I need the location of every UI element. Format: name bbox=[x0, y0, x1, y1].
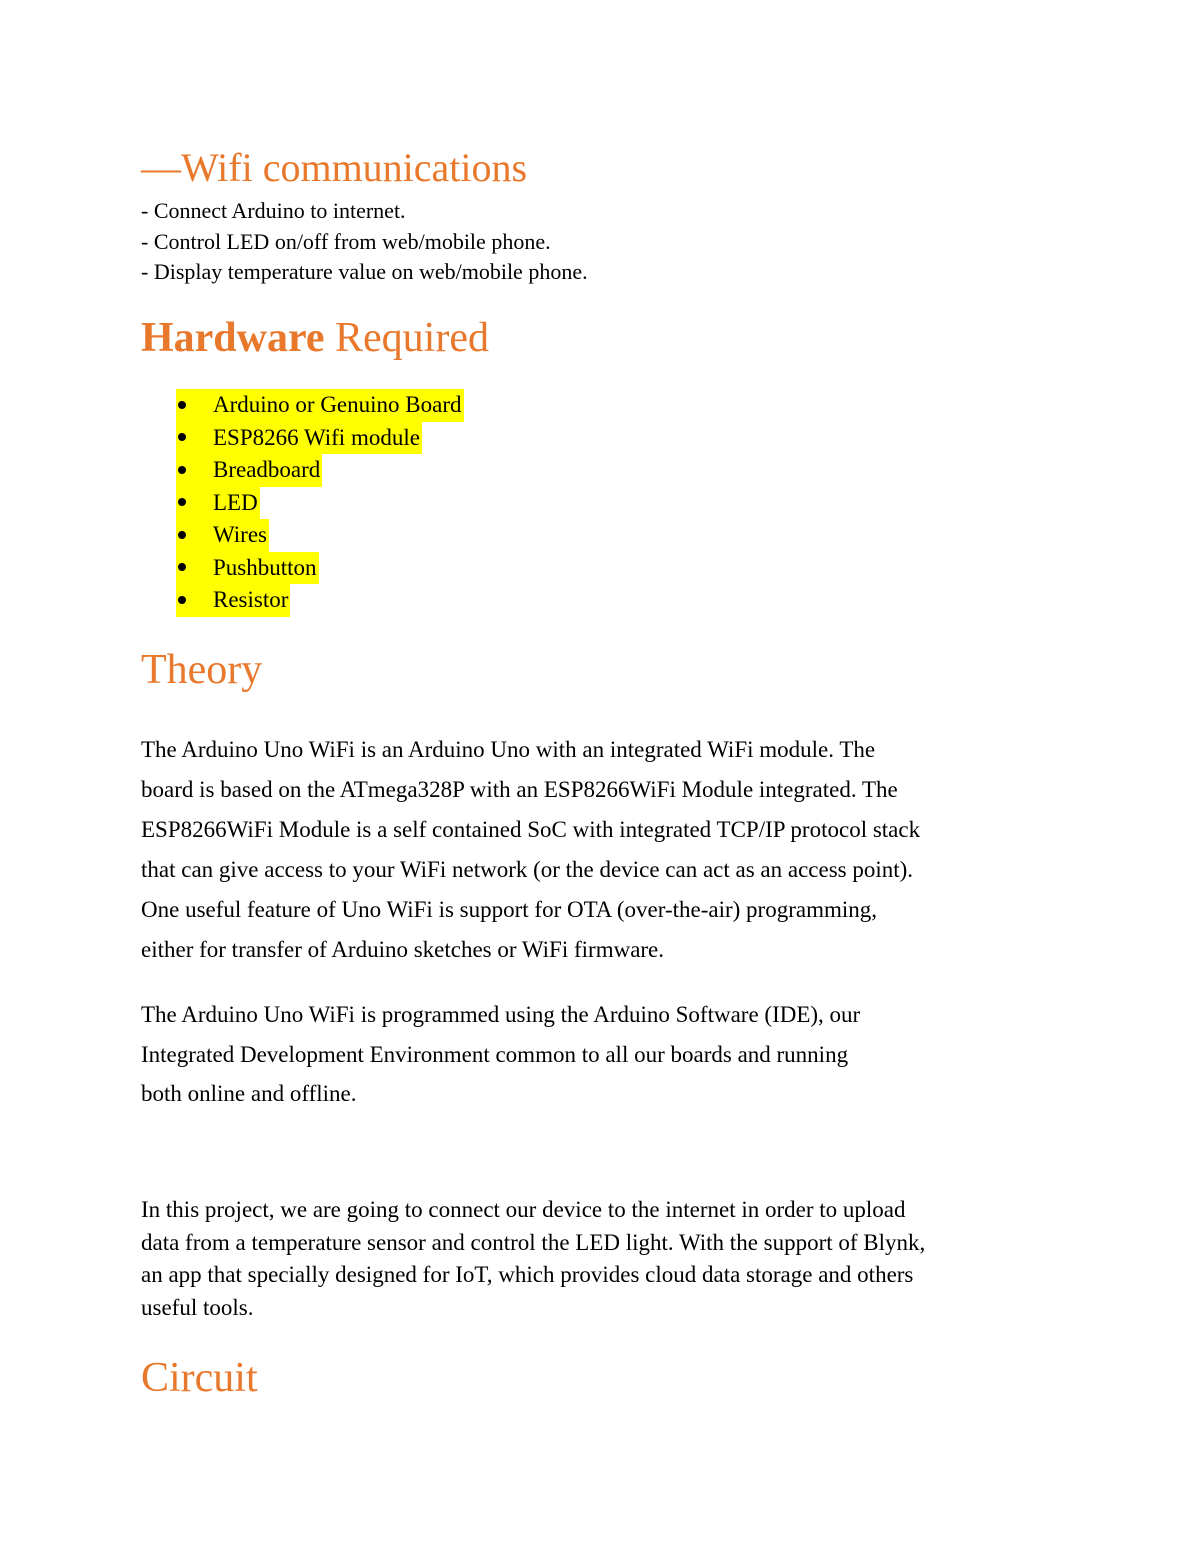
wifi-goal-line: - Control LED on/off from web/mobile phone. bbox=[141, 228, 551, 254]
paragraph-line: an app that specially designed for IoT, which provides cloud data storage and others bbox=[141, 1262, 914, 1287]
paragraph-line: Integrated Development Environment common to all our boards and running bbox=[141, 1041, 849, 1067]
paragraph-line: board is based on the ATmega328P with an ESP8266WiFi Module integrated. The bbox=[141, 777, 898, 802]
bullet-icon bbox=[176, 519, 213, 552]
paragraph-line: One useful feature of Uno WiFi is support for OTA (over-the-air) programming, bbox=[141, 897, 877, 922]
wifi-communications-heading: —Wifi communications bbox=[141, 145, 528, 190]
paragraph-line: useful tools. bbox=[141, 1294, 254, 1320]
list-item: Pushbutton bbox=[176, 552, 464, 585]
paragraph-line: ESP8266WiFi Module is a self contained SoC with integrated TCP/IP protocol stack bbox=[141, 817, 921, 842]
bullet-icon bbox=[176, 454, 213, 487]
hardware-list bbox=[176, 389, 464, 617]
hardware-required-heading bbox=[141, 317, 489, 359]
wifi-goal-line: - Display temperature value on web/mobile phone. bbox=[141, 259, 588, 284]
paragraph-line: either for transfer of Arduino sketches or WiFi firmware. bbox=[141, 937, 665, 962]
circuit-heading: Circuit bbox=[141, 1355, 258, 1401]
paragraph-line: both online and offline. bbox=[141, 1081, 357, 1106]
wifi-goals-list bbox=[141, 196, 588, 288]
hardware-heading-bold: Hardware bbox=[141, 315, 325, 361]
theory-paragraph-2 bbox=[141, 995, 860, 1114]
list-item: ESP8266 Wifi module bbox=[176, 422, 464, 455]
list-item: Breadboard bbox=[176, 454, 464, 487]
paragraph-line: that can give access to your WiFi network (or the device can act as an access point). bbox=[141, 857, 914, 882]
bullet-icon bbox=[176, 389, 213, 422]
paragraph-line: data from a temperature sensor and control the LED light. With the support of Blynk, bbox=[141, 1229, 926, 1255]
theory-paragraph-3 bbox=[141, 1194, 925, 1324]
theory-heading: Theory bbox=[141, 647, 263, 693]
paragraph-line: In this project, we are going to connect our device to the internet in order to upload bbox=[141, 1197, 906, 1222]
list-item: LED bbox=[176, 487, 464, 520]
list-item: Resistor bbox=[176, 584, 464, 617]
wifi-goal-line: - Connect Arduino to internet. bbox=[141, 198, 406, 223]
hardware-heading-rest: Required bbox=[324, 315, 489, 361]
bullet-icon bbox=[176, 584, 213, 617]
theory-paragraph-1 bbox=[141, 730, 920, 970]
list-item: Wires bbox=[176, 519, 464, 552]
bullet-icon bbox=[176, 552, 213, 585]
paragraph-line: The Arduino Uno WiFi is programmed using the Arduino Software (IDE), our bbox=[141, 1002, 861, 1027]
bullet-icon bbox=[176, 422, 213, 455]
bullet-icon bbox=[176, 487, 213, 520]
paragraph-line: The Arduino Uno WiFi is an Arduino Uno with an integrated WiFi module. The bbox=[141, 737, 876, 762]
list-item: Arduino or Genuino Board bbox=[176, 389, 464, 422]
